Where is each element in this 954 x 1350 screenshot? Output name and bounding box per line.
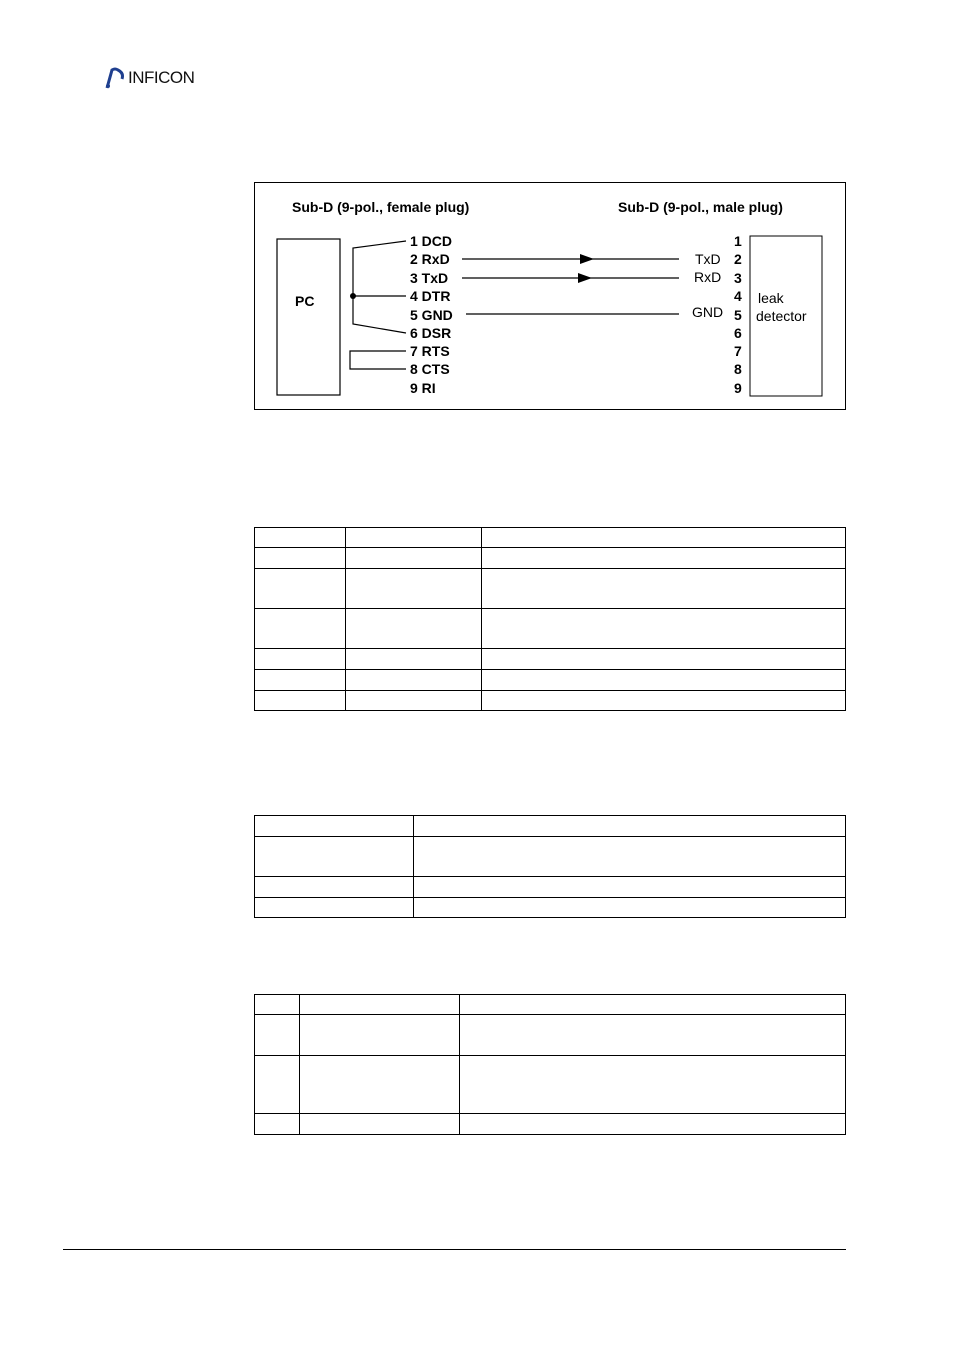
- left-pin-labels: [410, 233, 453, 396]
- logo-text: INFICON: [128, 68, 195, 87]
- pin-number: 8: [734, 361, 742, 377]
- table-cell: [346, 528, 482, 548]
- table-cell: [255, 569, 346, 609]
- right-signal-txd: TxD: [695, 251, 721, 267]
- pin-label: 9 RI: [410, 380, 436, 396]
- pin-number: 4: [734, 288, 742, 304]
- pin-label: 6 DSR: [410, 325, 452, 341]
- table-cell: [255, 528, 346, 548]
- table-row: [255, 528, 846, 548]
- table-cell: [414, 898, 846, 918]
- right-connector-title: Sub-D (9-pol., male plug): [618, 199, 783, 215]
- table-row: [255, 837, 846, 877]
- table-row: [255, 548, 846, 569]
- table-cell: [255, 816, 414, 837]
- pin-label: 4 DTR: [410, 288, 451, 304]
- table-cell: [255, 898, 414, 918]
- table-cell: [300, 995, 460, 1015]
- table-cell: [482, 649, 846, 670]
- table-cell: [414, 877, 846, 898]
- junction-dot: [350, 293, 356, 299]
- table-row: [255, 995, 846, 1015]
- pin-label: 2 RxD: [410, 251, 450, 267]
- pin-number: 7: [734, 343, 742, 359]
- table-cell: [346, 649, 482, 670]
- table-cell: [414, 837, 846, 877]
- table-row: [255, 609, 846, 649]
- table-cell: [300, 1015, 460, 1056]
- table-cell: [482, 670, 846, 691]
- table-cell: [346, 691, 482, 711]
- table-cell: [255, 548, 346, 569]
- table-cell: [460, 1056, 846, 1114]
- table-row: [255, 1015, 846, 1056]
- arrow-left: [580, 254, 594, 264]
- table-cell: [482, 691, 846, 711]
- table-cell: [346, 670, 482, 691]
- inficon-logo: [104, 66, 194, 90]
- table-cell: [482, 569, 846, 609]
- table-1: [254, 527, 846, 711]
- table-cell: [482, 609, 846, 649]
- table-cell: [346, 548, 482, 569]
- rts-cts-bridge: [350, 351, 406, 369]
- table-cell: [300, 1056, 460, 1114]
- arrow-right: [578, 273, 592, 283]
- table-cell: [460, 1114, 846, 1135]
- table-row: [255, 670, 846, 691]
- table-cell: [255, 837, 414, 877]
- table-cell: [482, 548, 846, 569]
- device-label-line1: leak: [758, 290, 784, 306]
- table-cell: [255, 1015, 300, 1056]
- dcd-dtr-dsr-bridge: [353, 241, 406, 333]
- table-row: [255, 1056, 846, 1114]
- right-signal-gnd: GND: [692, 304, 724, 320]
- diagram-frame: [255, 183, 846, 410]
- table-cell: [460, 1015, 846, 1056]
- table-3: [254, 994, 846, 1135]
- pin-number: 6: [734, 325, 742, 341]
- pin-label: 8 CTS: [410, 361, 450, 377]
- pin-number: 5: [734, 307, 742, 323]
- wiring-diagram-svg: [254, 182, 846, 410]
- table-cell: [255, 649, 346, 670]
- table-cell: [255, 995, 300, 1015]
- table-cell: [255, 609, 346, 649]
- table-row: [255, 816, 846, 837]
- table-row: [255, 569, 846, 609]
- table-cell: [255, 1056, 300, 1114]
- device-label-line2: detector: [756, 308, 807, 324]
- left-connector-title: Sub-D (9-pol., female plug): [292, 199, 470, 215]
- pc-label: PC: [295, 293, 315, 309]
- wiring-diagram: [254, 182, 846, 410]
- pin-label: 1 DCD: [410, 233, 453, 249]
- table-cell: [346, 609, 482, 649]
- table-cell: [346, 569, 482, 609]
- pin-number: 9: [734, 380, 742, 396]
- table-row: [255, 898, 846, 918]
- pin-number: 2: [734, 251, 742, 267]
- pin-number: 3: [734, 270, 742, 286]
- table-cell: [300, 1114, 460, 1135]
- right-signal-rxd: RxD: [694, 269, 722, 285]
- table-cell: [255, 670, 346, 691]
- table-cell: [255, 877, 414, 898]
- table-row: [255, 877, 846, 898]
- table-row: [255, 649, 846, 670]
- pin-label: 7 RTS: [410, 343, 450, 359]
- table-cell: [255, 1114, 300, 1135]
- right-pin-numbers: [734, 233, 742, 396]
- table-cell: [460, 995, 846, 1015]
- table-cell: [255, 691, 346, 711]
- table-cell: [414, 816, 846, 837]
- inficon-logo-icon: [104, 67, 126, 89]
- table-row: [255, 1114, 846, 1135]
- table-2: [254, 815, 846, 918]
- pin-label: 5 GND: [410, 307, 453, 323]
- pin-label: 3 TxD: [410, 270, 449, 286]
- pc-box: [277, 239, 340, 395]
- table-cell: [482, 528, 846, 548]
- table-row: [255, 691, 846, 711]
- footer-rule: [63, 1249, 846, 1250]
- pin-number: 1: [734, 233, 742, 249]
